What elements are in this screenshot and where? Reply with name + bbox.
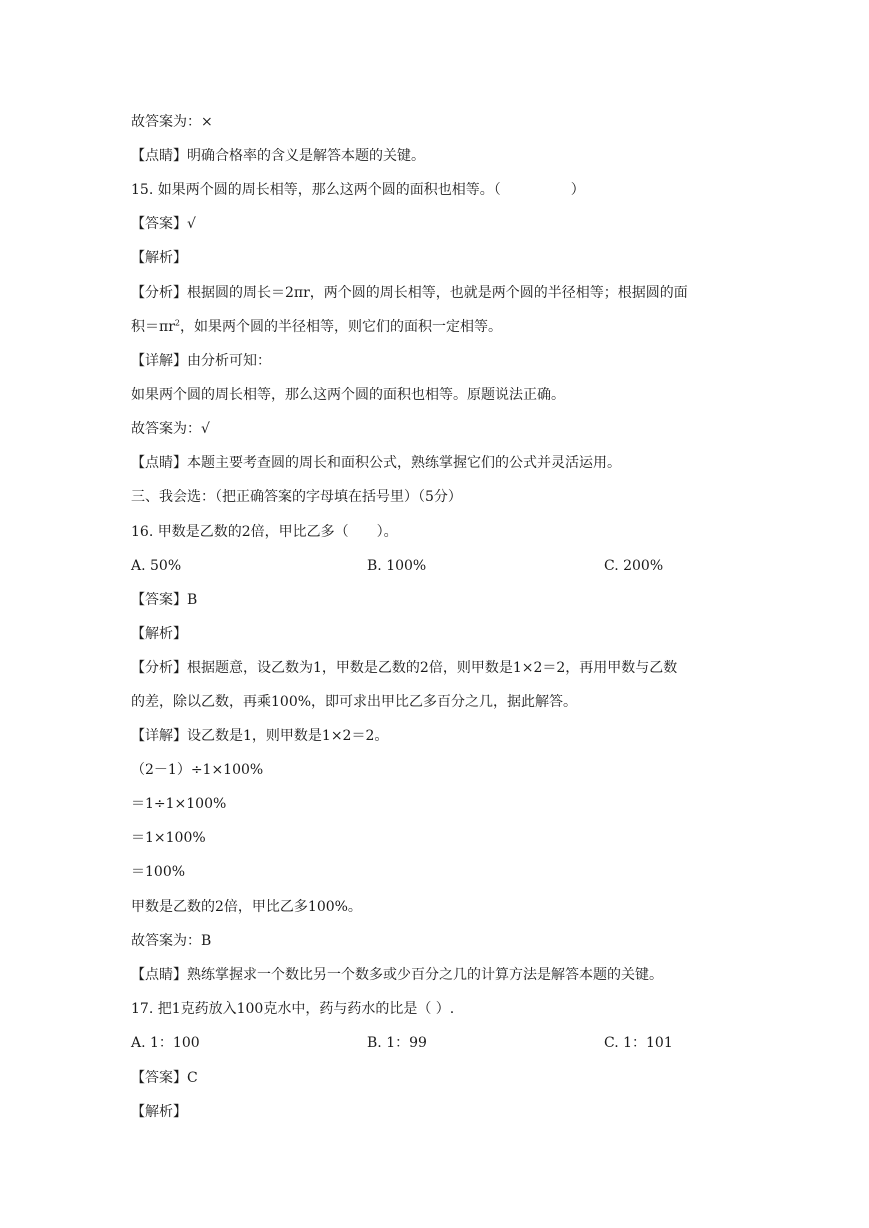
calc-step: （2－1）÷1×100% <box>131 762 264 778</box>
answer-line: 故答案为：B <box>131 933 212 949</box>
detail-line: 甲数是乙数的2倍，甲比乙多100%。 <box>131 899 362 915</box>
detail-line: 如果两个圆的周长相等，那么这两个圆的面积也相等。原题说法正确。 <box>131 387 565 403</box>
analysis-heading: 【解析】 <box>131 626 187 642</box>
calc-step: ＝1×100% <box>131 830 206 846</box>
option-c: C. 200% <box>604 558 664 574</box>
analysis-text-part: 积＝πr <box>131 319 175 335</box>
detail-line: 【详解】设乙数是1，则甲数是1×2＝2。 <box>131 728 389 744</box>
answer-line: 故答案为：√ <box>131 421 210 437</box>
analysis-line-continued <box>131 317 502 337</box>
detail-line: 【详解】由分析可知： <box>131 353 271 369</box>
question-16: 16. 甲数是乙数的2倍，甲比乙多（ ）。 <box>131 524 398 540</box>
comment-line: 【点睛】本题主要考查圆的周长和面积公式，熟练掌握它们的公式并灵活运用。 <box>131 455 621 471</box>
option-a: A. 1：100 <box>131 1035 200 1051</box>
answer-label: 【答案】√ <box>131 216 196 232</box>
calc-step: ＝100% <box>131 864 186 880</box>
option-a: A. 50% <box>131 558 182 574</box>
option-b: B. 100% <box>367 558 427 574</box>
calc-step: ＝1÷1×100% <box>131 796 227 812</box>
analysis-line: 【分析】根据圆的周长＝2πr，两个圆的周长相等，也就是两个圆的半径相等；根据圆的面 <box>131 285 688 301</box>
question-17: 17. 把1克药放入100克水中，药与药水的比是（ ）. <box>131 1001 455 1017</box>
superscript-exponent: 2 <box>174 318 180 328</box>
section-heading: 三、我会选：（把正确答案的字母填在括号里）（5分） <box>131 489 462 505</box>
analysis-line: 【分析】根据题意，设乙数为1，甲数是乙数的2倍，则甲数是1×2＝2，再用甲数与乙数 <box>131 660 678 676</box>
analysis-line: 的差，除以乙数，再乘100%，即可求出甲比乙多百分之几，据此解答。 <box>131 694 578 710</box>
analysis-heading: 【解析】 <box>131 1104 187 1120</box>
option-c: C. 1：101 <box>604 1035 673 1051</box>
comment-line: 【点睛】熟练掌握求一个数比另一个数多或少百分之几的计算方法是解答本题的关键。 <box>131 967 663 983</box>
comment-line: 【点睛】明确合格率的含义是解答本题的关键。 <box>131 148 425 164</box>
analysis-heading: 【解析】 <box>131 250 187 266</box>
analysis-text-part: ，如果两个圆的半径相等，则它们的面积一定相等。 <box>180 319 502 335</box>
question-15: 15. 如果两个圆的周长相等，那么这两个圆的面积也相等。（ ） <box>131 182 585 198</box>
answer-label: 【答案】B <box>131 592 198 608</box>
option-b: B. 1：99 <box>367 1035 427 1051</box>
answer-label: 【答案】C <box>131 1070 198 1086</box>
answer-line: 故答案为：× <box>131 114 213 130</box>
